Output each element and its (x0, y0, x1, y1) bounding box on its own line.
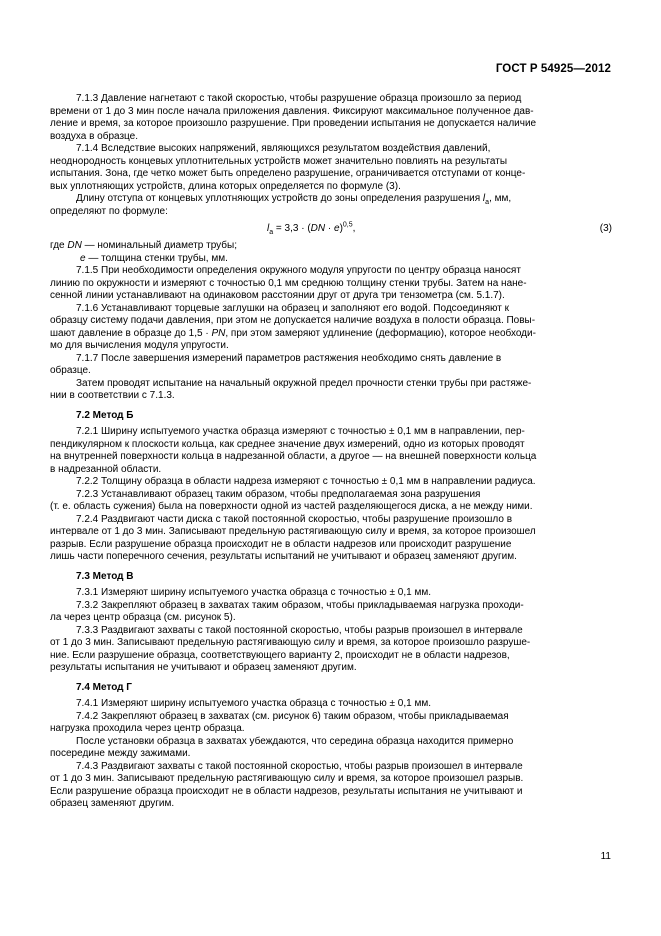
text-run: — номинальный диаметр трубы; (81, 240, 237, 251)
paragraph-7-4-2: 7.4.2 Закрепляют образец в захватах (см. рисунок 6) таким образом, чтобы прикладываемая нагрузка проходила через центр образца. (50, 710, 509, 734)
paragraph-7-2-4: 7.2.4 Раздвигают части диска с такой постоянной скоростью, чтобы разрушение произошло в интервале от 1 до 3 мин. Записывают предельную растягивающую силу и время, за которое произошел разрыв. Если разрушение образца происходит не в области надрезов или происходит разрушение лишь части поперечного сечения, результаты испытаний не учитывают и образец заменяют другим. (50, 513, 536, 562)
text-run: Длину отступа от концевых уплотняющих устройств до зоны определения разрушения (76, 193, 483, 204)
paragraph-7-2-3: 7.2.3 Устанавливают образец таким образом, чтобы предполагаемая зона разрушения (т. е. область сужения) была на поверхности одной из частей разделяющегося диска, а не между ними. (50, 488, 533, 512)
text-run: , мм, определяют по формуле: (50, 193, 512, 217)
paragraph-7-1-7: 7.1.7 После завершения измерений параметров растяжения необходимо снять давление в образце. (50, 352, 502, 376)
variable-pn: PN (211, 327, 226, 339)
page-number: 11 (600, 851, 611, 862)
text-run: — толщина стенки трубы, мм. (85, 252, 228, 264)
variable-e: e (80, 252, 86, 264)
section-7-3-heading: 7.3 Метод В (76, 570, 134, 582)
paragraph-7-4-1: 7.4.1 Измеряют ширину испытуемого участка образца с точностью ± 0,1 мм. (76, 698, 431, 709)
formula-lhs-sub: a (269, 229, 274, 236)
page-content (50, 93, 612, 811)
paragraph-7-2-2: 7.2.2 Толщину образца в области надреза измеряют с точностью ± 0,1 мм в направлении радиуса. (76, 476, 536, 487)
formula-mid: = 3,3 · ( (273, 223, 311, 234)
paragraph-7-4-3: 7.4.3 Раздвигают захваты с такой постоянной скоростью, чтобы разрыв произошел в интервале от 1 до 3 мин. Записывают предельную растягивающую силу и время, за которое произошел разрыв. Если разрушение образца происходит не в области надрезов, результаты испытания не учитывают и образец заменяют другим. (50, 760, 524, 809)
text-run: где (50, 240, 68, 251)
formula-exponent: 0,5 (342, 221, 353, 229)
formula-3 (50, 220, 612, 238)
paragraph-7-1-4: 7.1.4 Вследствие высоких напряжений, являющихся результатом воздействия давлений, неоднородность концевых уплотнительных устройств может значительно повлиять на результаты испытания. Зона, где четко может быть определено разрушение, ограничивается отступами от конце- вых уплотняющих устройств, длина которых определяется по формуле (3). (50, 143, 526, 192)
where-line-dn (50, 240, 612, 253)
paragraph-7-1-3: 7.1.3 Давление нагнетают с такой скоростью, чтобы разрушение образца произошло за период времени от 1 до 3 мин после начала приложения давления. Фиксируют максимальное полученное дав- ление и время, за которое произошло разрушение. При проведении испытания не допускается наличие воздуха в образце. (50, 93, 537, 142)
paragraph-7-1-5: 7.1.5 При необходимости определения окружного модуля упругости по центру образца наносят линию по окружности и измеряют с точностью 0,1 мм среднюю толщину стенки трубы. Затем на нане- сенной линии устанавливают на одинаковом расстоянии друг от друга три тензометра (см. 5.1.7). (50, 265, 527, 301)
text-run: 7.1.6 Устанавливают торцевые заглушки на образец и заполняют его водой. Подсоединяют к образцу систему подачи давления, при этом не допускается наличие воздуха в полости образца. Повы- шают давление в образце до 1,5 · (50, 302, 536, 339)
formula-dn: DN (310, 223, 326, 234)
formula-dot: · (325, 223, 334, 234)
text-run: , при этом замеряют удлинение (деформацию), которое необходи- мо для вычисления модуля упругости. (50, 327, 536, 351)
formula-close: ) (339, 223, 343, 234)
paragraph-7-3-1: 7.3.1 Измеряют ширину испытуемого участка образца с точностью ± 0,1 мм. (76, 587, 431, 598)
formula-e: e (334, 223, 340, 234)
paragraph-7-3-2: 7.3.2 Закрепляют образец в захватах таким образом, чтобы прикладываемая нагрузка проходи- ла через центр образца (см. рисунок 5). (50, 599, 524, 623)
paragraph-7-1-6 (50, 303, 612, 353)
variable-dn: DN (67, 240, 82, 251)
formula-expression (267, 220, 355, 238)
formula-number: (3) (599, 223, 612, 234)
paragraph-7-1-4-length (50, 193, 612, 218)
standard-header: ГОСТ Р 54925—2012 (495, 63, 611, 75)
subscript-a: a (485, 199, 490, 206)
variable-l: l (482, 193, 486, 204)
paragraph-7-4-2-next: После установки образца в захватах убеждаются, что середина образца находится примерно посередине между зажимами. (50, 735, 514, 759)
formula-lhs: l (267, 223, 270, 234)
paragraph-7-3-3: 7.3.3 Раздвигают захваты с такой постоянной скоростью, чтобы разрыв произошел в интервале от 1 до 3 мин. Записывают предельную растягивающую силу и время, за которое произошло разруше- ние. Если разрушение образца, соответствующего варианту 2, происходит не в области надрезов, результаты испытания не учитывают и образец заменяют другим. (50, 624, 531, 673)
paragraph-7-1-7-next: Затем проводят испытание на начальный окружной предел прочности стенки трубы при растяже- нии в соответствии с 7.1.3. (50, 377, 532, 401)
paragraph-7-2-1: 7.2.1 Ширину испытуемого участка образца измеряют с точностью ± 0,1 мм в направлении, пер- пендикулярном к плоскости кольца, как среднее значение двух измерений, одно из которых проводят на внутренней поверхности кольца в надрезанной области, а другое — на внешней поверхности кольца в надрезанной области. (50, 426, 537, 475)
section-7-2-heading: 7.2 Метод Б (76, 409, 134, 421)
formula-tail: , (352, 223, 356, 234)
section-7-4-heading: 7.4 Метод Г (76, 681, 132, 693)
where-line-e (50, 253, 612, 266)
